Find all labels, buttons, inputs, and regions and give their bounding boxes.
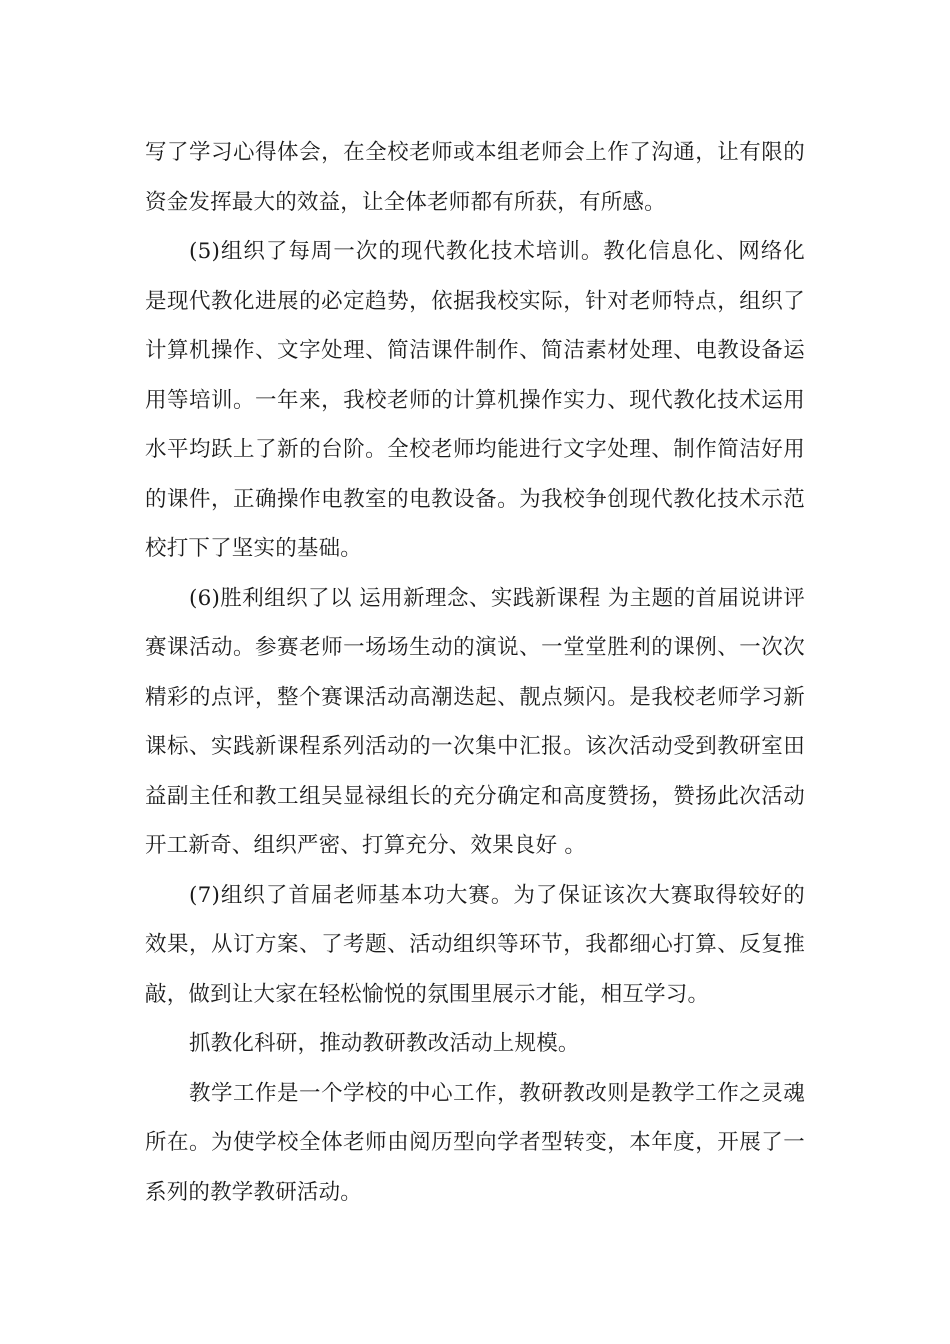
paragraph-continuation: 写了学习心得体会，在全校老师或本组老师会上作了沟通，让有限的资金发挥最大的效益，让全体老师都有所获，有所感。 <box>145 140 805 215</box>
section-heading: 抓教化科研，推动教研教改活动上规模。 <box>189 1031 580 1056</box>
paragraph-item-6: (6)胜利组织了以 运用新理念、实践新课程 为主题的首届说讲评赛课活动。参赛老师一场场生动的演说、一堂堂胜利的课例、一次次精彩的点评，整个赛课活动高潮迭起、靓点频闪。是我校老师学习新课标、实践新课程系列活动的一次集中汇报。该次活动受到教研室田益副主任和教工组吴显禄组长的充分确定和高度赞扬，赞扬此次活动 开工新奇、组织严密、打算充分、效果良好 。 <box>145 585 805 858</box>
paragraph-item-7: (7)组织了首届老师基本功大赛。为了保证该次大赛取得较好的效果，从订方案、了考题、活动组织等环节，我都细心打算、反复推敲，做到让大家在轻松愉悦的氛围里展示才能，相互学习。 <box>145 882 805 1007</box>
document-body <box>145 128 805 1217</box>
paragraph-item-5: (5)组织了每周一次的现代教化技术培训。教化信息化、网络化是现代教化进展的必定趋势，依据我校实际，针对老师特点，组织了计算机操作、文字处理、简洁课件制作、简洁素材处理、电教设备运用等培训。一年来，我校老师的计算机操作实力、现代教化技术运用水平均跃上了新的台阶。全校老师均能进行文字处理、制作简洁好用的课件，正确操作电教室的电教设备。为我校争创现代教化技术示范校打下了坚实的基础。 <box>145 239 805 561</box>
paragraph-teaching-work: 教学工作是一个学校的中心工作，教研教改则是教学工作之灵魂所在。为使学校全体老师由阅历型向学者型转变，本年度，开展了一系列的教学教研活动。 <box>145 1080 805 1205</box>
